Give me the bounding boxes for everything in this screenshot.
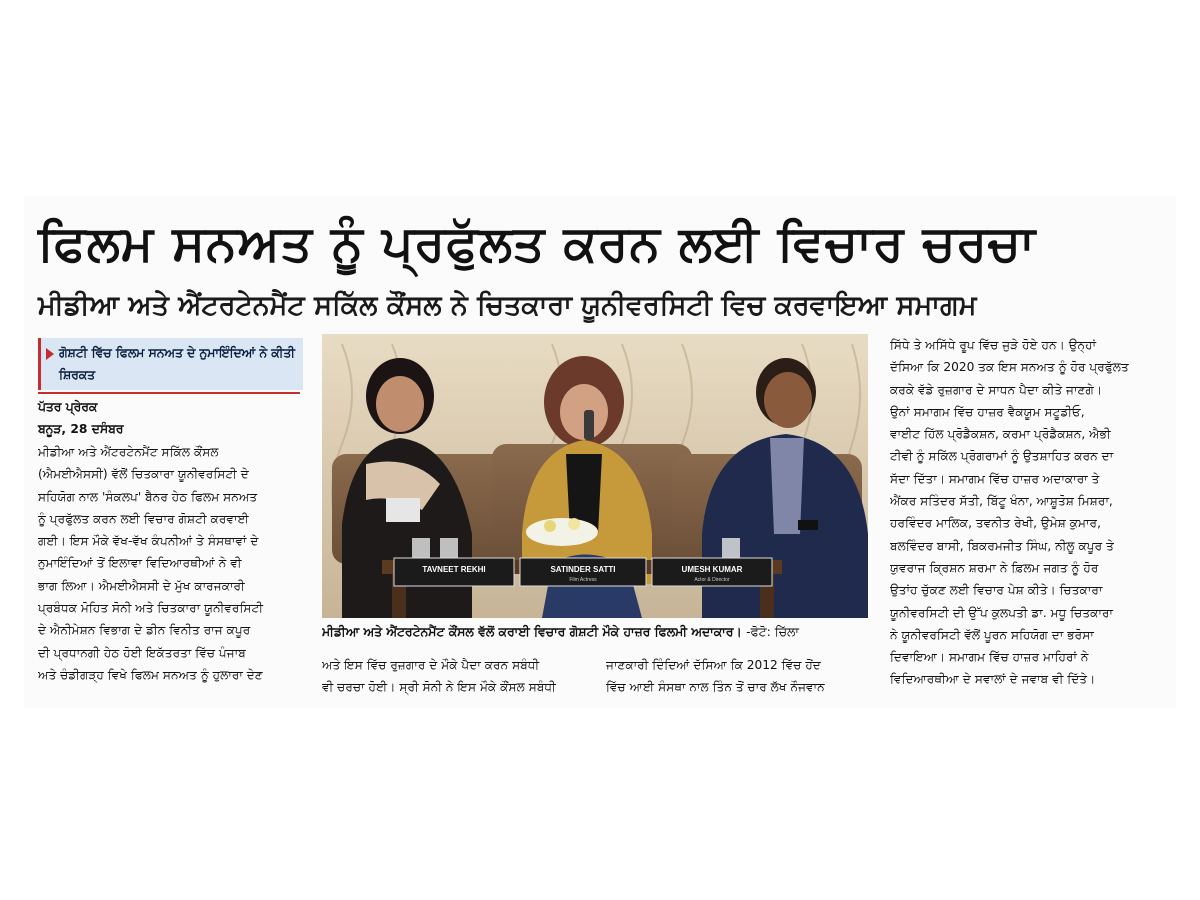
article-line: ਟੀਵੀ ਨੂੰ ਸਕਿੱਲ ਪ੍ਰੋਗਰਾਮਾਂ ਨੂੰ ਉਤਸ਼ਾਹਿਤ ਕਰਨ ਦਾ: [890, 449, 1114, 464]
name-plate-3-subtitle: Actor & Director: [694, 577, 730, 583]
triangle-bullet-icon: [46, 348, 54, 360]
article-line: ਵਿੱਚ ਆਈ ਸੰਸਥਾ ਨਾਲ ਤਿੰਨ ਤੋਂ ਚਾਰ ਲੱਖ ਨੌਜਵਾਨ: [606, 680, 825, 695]
article-line: ਵੀ ਚਰਚਾ ਹੋਈ। ਸ੍ਰੀ ਸੋਨੀ ਨੇ ਇਸ ਮੌਕੇ ਕੌਂਸਲ ਸਬੰਧੀ: [322, 680, 556, 695]
photo-credit: -ਫੋਟੋ: ਚਿੱਲਾ: [746, 624, 799, 639]
article-column-2: [322, 654, 584, 699]
article-column-1: [38, 441, 300, 686]
article-line: ਅਤੇ ਚੰਡੀਗੜ੍ਹ ਵਿਖੇ ਫਿਲਮ ਸਨਅਤ ਨੂੰ ਹੁਲਾਰਾ ਦੇਣ: [38, 667, 263, 682]
article-line: ਦੇ ਐਨੀਮੇਸ਼ਨ ਵਿਭਾਗ ਦੇ ਡੀਨ ਵਿਨੀਤ ਰਾਜ ਕਪੂਰ: [38, 623, 251, 638]
name-plates: [394, 558, 772, 586]
article-line: ਜਾਣਕਾਰੀ ਦਿੰਦਿਆਂ ਦੱਸਿਆ ਕਿ 2012 ਵਿੱਚ ਹੋਂਦ: [606, 658, 821, 672]
article-line: (ਐਮਈਐਸਸੀ) ਵੱਲੋਂ ਚਿਤਕਾਰਾ ਯੂਨੀਵਰਸਿਟੀ ਦੇ: [38, 467, 249, 482]
article-line: ਉਤਾਂਹ ਚੁੱਕਣ ਲਈ ਵਿਚਾਰ ਪੇਸ਼ ਕੀਤੇ। ਚਿਤਕਾਰਾ: [890, 583, 1103, 598]
callout-box: [38, 338, 303, 390]
article-line: ਯੁਵਰਾਜ ਕ੍ਰਿਸ਼ਨ ਸ਼ਰਮਾ ਨੇ ਫ਼ਿਲਮ ਜਗਤ ਨੂੰ ਹੋਰ: [890, 560, 1099, 575]
article-line: ਬਲਵਿੰਦਰ ਬਾਸੀ, ਬਿਕਰਮਜੀਤ ਸਿੰਘ, ਨੀਲੂ ਕਪੂਰ ਤੇ: [890, 538, 1114, 553]
article-line: ਗਈ। ਇਸ ਮੌਕੇ ਵੱਖ-ਵੱਖ ਕੰਪਨੀਆਂ ਤੇ ਸੰਸਥਾਵਾਂ ਦੇ: [38, 534, 259, 549]
article-line: ਸੱਦਾ ਦਿੱਤਾ। ਸਮਾਗਮ ਵਿੱਚ ਹਾਜ਼ਰ ਅਦਾਕਾਰਾ ਤੇ: [890, 471, 1100, 486]
article-line: ਨੇ ਯੂਨੀਵਰਸਿਟੀ ਵੱਲੋਂ ਪੂਰਨ ਸਹਿਯੋਗ ਦਾ ਭਰੋਸਾ: [890, 627, 1094, 642]
article-line: ਹਰਵਿੰਦਰ ਮਾਲਿਕ, ਤਵਨੀਤ ਰੇਖੀ, ਉਮੇਸ਼ ਕੁਮਾਰ,: [890, 516, 1101, 531]
article-line: ਮੀਡੀਆ ਅਤੇ ਐਂਟਰਟੇਨਮੈਂਟ ਸਕਿੱਲ ਕੌਂਸਲ: [38, 445, 219, 459]
article-line: ਐਂਕਰ ਸਤਿੰਦਰ ਸੱਤੀ, ਬਿੱਟੂ ਖੰਨਾ, ਆਸ਼ੂਤੋਸ਼ ਮਿਸ਼ਰਾ,: [890, 494, 1113, 509]
article-column-4: [890, 334, 1156, 691]
event-photo: [322, 334, 868, 618]
name-plate-2: SATINDER SATTI: [550, 565, 616, 574]
article-line: ਕਰਕੇ ਵੱਡੇ ਰੁਜ਼ਗਾਰ ਦੇ ਸਾਧਨ ਪੈਦਾ ਕੀਤੇ ਜਾਣਗੇ।: [890, 382, 1103, 397]
dateline: ਬਨੂੜ, 28 ਦਸੰਬਰ: [38, 422, 124, 436]
callout-text: ਗੋਸ਼ਟੀ ਵਿੱਚ ਫਿਲਮ ਸਨਅਤ ਦੇ ਨੁਮਾਇੰਦਿਆਂ ਨੇ ਕੀਤੀ ਸ਼ਿਰਕਤ: [59, 346, 295, 382]
article-line: ਵਿਦਿਆਰਥੀਆ ਦੇ ਸਵਾਲਾਂ ਦੇ ਜਵਾਬ ਵੀ ਦਿੱਤੇ।: [890, 672, 1096, 687]
article-line: ਯੂਨੀਵਰਸਿਟੀ ਦੀ ਉੱਪ ਕੁਲਪਤੀ ਡਾ. ਮਧੂ ਚਿਤਕਾਰਾ: [890, 605, 1113, 620]
photo-caption: [322, 622, 868, 642]
article-line: ਪ੍ਰਬੰਧਕ ਮੋਹਿਤ ਸੋਨੀ ਅਤੇ ਚਿਤਕਾਰਾ ਯੂਨੀਵਰਸਿਟੀ: [38, 601, 264, 616]
caption-text: ਮੀਡੀਆ ਅਤੇ ਐਂਟਰਟੇਨਮੈਂਟ ਕੌਂਸਲ ਵੱਲੋਂ ਕਰਾਈ ਵਿਚਾਰ ਗੋਸ਼ਟੀ ਮੌਕੇ ਹਾਜ਼ਰ ਫਿਲਮੀ ਅਦਾਕਾਰ।: [322, 624, 742, 639]
article-line: ਦੱਸਿਆ ਕਿ 2020 ਤਕ ਇਸ ਸਨਅਤ ਨੂੰ ਹੋਰ ਪ੍ਰਫੁੱਲਤ: [890, 360, 1129, 375]
panel-discussion-image: [322, 334, 868, 618]
article-line: ਦੀ ਪ੍ਰਧਾਨਗੀ ਹੇਠ ਹੋਈ ਇਕੱਤਰਤਾ ਵਿੱਚ ਪੰਜਾਬ: [38, 645, 246, 660]
article-line: ਭਾਗ ਲਿਆ। ਐਮਈਐਸਸੀ ਦੇ ਮੁੱਖ ਕਾਰਜਕਾਰੀ: [38, 578, 245, 593]
subheadline: ਮੀਡੀਆ ਅਤੇ ਐਂਟਰਟੇਨਮੈਂਟ ਸਕਿੱਲ ਕੌਂਸਲ ਨੇ ਚਿਤਕਾਰਾ ਯੂਨੀਵਰਸਿਟੀ ਵਿਚ ਕਰਵਾਇਆ ਸਮਾਗਮ: [38, 290, 977, 321]
article-line: ਸਹਿਯੋਗ ਨਾਲ 'ਸੰਕਲਪ' ਬੈਨਰ ਹੇਠ ਫਿਲਮ ਸਨਅਤ: [38, 489, 258, 504]
headline: ਫਿਲਮ ਸਨਅਤ ਨੂੰ ਪ੍ਰਫੁੱਲਤ ਕਰਨ ਲਈ ਵਿਚਾਰ ਚਰਚਾ: [38, 215, 1036, 272]
article-line: ਸਿੱਧੇ ਤੇ ਅਸਿੱਧੇ ਰੂਪ ਵਿੱਚ ਜੁੜੇ ਹੋਏ ਹਨ। ਉਨ੍ਹਾਂ: [890, 338, 1097, 352]
article-line: ਦਿਵਾਇਆ। ਸਮਾਗਮ ਵਿੱਚ ਹਾਜ਼ਰ ਮਾਹਿਰਾਂ ਨੇ: [890, 650, 1089, 665]
byline: ਪੱਤਰ ਪ੍ਰੇਰਕ: [38, 400, 98, 414]
name-plate-2-subtitle: Film Actress: [569, 577, 597, 583]
callout-divider: [38, 392, 300, 394]
article-column-3: [606, 654, 868, 699]
article-line: ਨੁਮਾਇੰਦਿਆਂ ਤੋਂ ਇਲਾਵਾ ਵਿਦਿਆਰਥੀਆਂ ਨੇ ਵੀ: [38, 556, 242, 571]
article-line: ਨੂੰ ਪ੍ਰਫੁੱਲਤ ਕਰਨ ਲਈ ਵਿਚਾਰ ਗੋਸ਼ਟੀ ਕਰਵਾਈ: [38, 511, 249, 526]
article-line: ਅਤੇ ਇਸ ਵਿੱਚ ਰੁਜ਼ਗਾਰ ਦੇ ਮੌਕੇ ਪੈਦਾ ਕਰਨ ਸਬੰਧੀ: [322, 658, 540, 672]
article-line: ਵਾਈਟ ਹਿੱਲ ਪ੍ਰੋਡੈਕਸ਼ਨ, ਕਰਮਾ ਪ੍ਰੋਡੈਕਸ਼ਨ, ਐਭੀ: [890, 427, 1111, 442]
name-plate-1: TAVNEET REKHI: [422, 565, 486, 574]
article-line: ਉਨਾਂ ਸਮਾਗਮ ਵਿੱਚ ਹਾਜ਼ਰ ਵੈਕਯੂਮ ਸਟੂਡੀਓ,: [890, 404, 1085, 419]
name-plate-3: UMESH KUMAR: [681, 565, 743, 574]
